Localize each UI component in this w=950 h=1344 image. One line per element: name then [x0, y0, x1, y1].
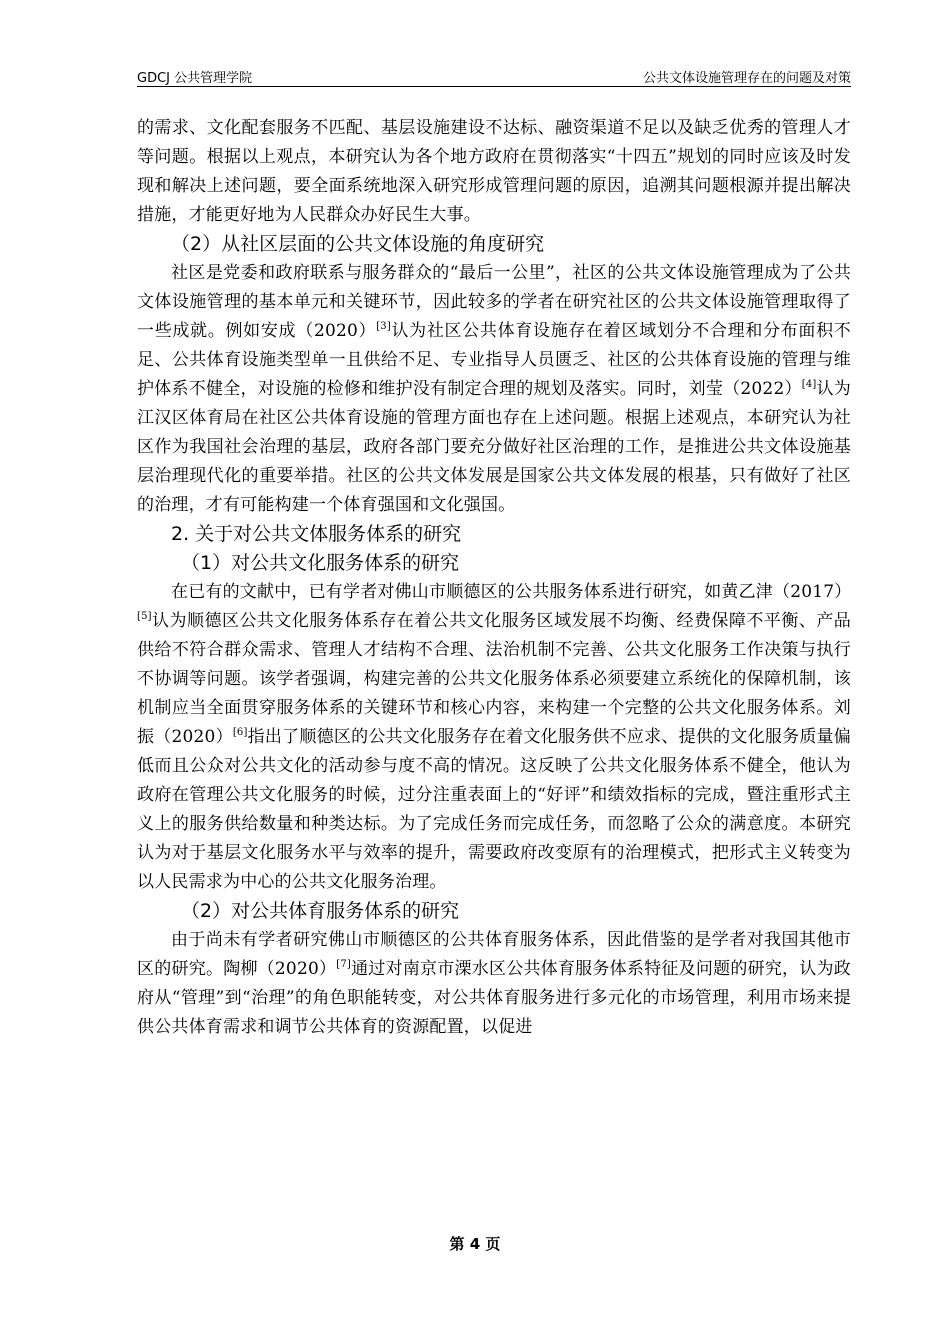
- heading-community-research: （2）从社区层面的公共文体设施的角度研究: [171, 233, 545, 255]
- citation-3: [3]: [376, 321, 391, 332]
- page-body: [137, 114, 851, 1042]
- heading-sports-service: （2）对公共体育服务体系的研究: [181, 900, 460, 922]
- paragraph-culture-text-b: 认为顺德区公共文化服务体系存在着公共文化服务区域发展不均衡、经费保障不平衡、产品供给不符合群众需求、管理人才结构不合理、法治机制不完善、公共文化服务工作决策与执行不协调等问题。该学者强调，构建完善的公共文化服务体系必须要建立系统化的保障机制，该机制应当全面贯穿服务体系的关键环节和核心内容，来构建一个完整的公共文化服务体系。刘振（2020）: [137, 611, 851, 747]
- page-number: 第 4 页: [449, 1235, 501, 1253]
- paragraph-sports-text-b: 通过对南京市溧水区公共体育服务体系特征及问题的研究，认为政府从“管理”到“治理”的角色职能转变，对公共体育服务进行多元化的市场管理，利用市场来提供公共体育需求和调节公共体育的资源配置，以促进: [137, 959, 851, 1037]
- header-institution: GDCJ 公共管理学院: [137, 71, 253, 86]
- heading-culture-service: （1）对公共文化服务体系的研究: [181, 552, 460, 574]
- paragraph-community-text-a: 社区是党委和政府联系与服务群众的“最后一公里”，社区的公共文体设施管理成为了公共文体设施管理的基本单元和关键环节，因此较多的学者在研究社区的公共文体设施管理取得了一些成就。例如安成（2020）: [137, 263, 851, 341]
- paragraph-culture-text-c: 指出了顺德区的公共文化服务存在着文化服务供不应求、提供的文化服务质量偏低而且公众对公共文化的活动参与度不高的情况。这反映了公共文化服务体系不健全，他认为政府在管理公共文化服务的时候，过分注重表面上的“好评”和绩效指标的完成，暨注重形式主义上的服务供给数量和种类达标。为了完成任务而完成任务，而忽略了公众的满意度。本研究认为对于基层文化服务水平与效率的提升，需要政府改变原有的治理模式，把形式主义转变为以人民需求为中心的公共文化服务治理。: [137, 727, 851, 892]
- paragraph-continuation: 的需求、文化配套服务不匹配、基层设施建设不达标、融资渠道不足以及缺乏优秀的管理人才等问题。根据以上观点，本研究认为各个地方政府在贯彻落实“十四五”规划的同时应该及时发现和解决上述问题，要全面系统地深入研究形成管理问题的原因，追溯其问题根源并提出解决措施，才能更好地为人民群众办好民生大事。: [137, 118, 851, 225]
- paragraph-sports-service: [137, 926, 851, 1042]
- citation-4: [4]: [801, 379, 817, 390]
- paragraph-culture-service: [137, 578, 851, 897]
- citation-7: [7]: [336, 959, 352, 970]
- paragraph-culture-text-a: 在已有的文献中，已有学者对佛山市顺德区的公共服务体系进行研究，如黄乙津（2017）: [171, 582, 852, 602]
- citation-6: [6]: [232, 727, 248, 738]
- citation-5: [5]: [137, 611, 152, 622]
- header-document-title: 公共文体设施管理存在的问题及对策: [642, 71, 851, 86]
- page-header: [137, 64, 851, 87]
- paragraph-community: [137, 259, 851, 520]
- paragraph-sports-text-a: 由于尚未有学者研究佛山市顺德区的公共体育服务体系，因此借鉴的是学者对我国其他市区的研究。陶柳（2020）: [137, 930, 851, 979]
- heading-service-system: 2. 关于对公共文体服务体系的研究: [171, 523, 462, 545]
- paragraph-community-text-c: 认为江汉区体育局在社区公共体育设施的管理方面也存在上述问题。根据上述观点，本研究认为社区作为我国社会治理的基层，政府各部门要充分做好社区治理的工作，是推进公共文体设施基层治理现代化的重要举措。社区的公共文体发展是国家公共文体发展的根基，只有做好了社区的治理，才有可能构建一个体育强国和文化强国。: [137, 379, 851, 515]
- paragraph-community-text-b: 认为社区公共体育设施存在着区域划分不合理和分布面积不足、公共体育设施类型单一且供给不足、专业指导人员匮乏、社区的公共体育设施的管理与维护体系不健全，对设施的检修和维护没有制定合理的规划及落实。同时，刘莹（2022）: [137, 321, 852, 399]
